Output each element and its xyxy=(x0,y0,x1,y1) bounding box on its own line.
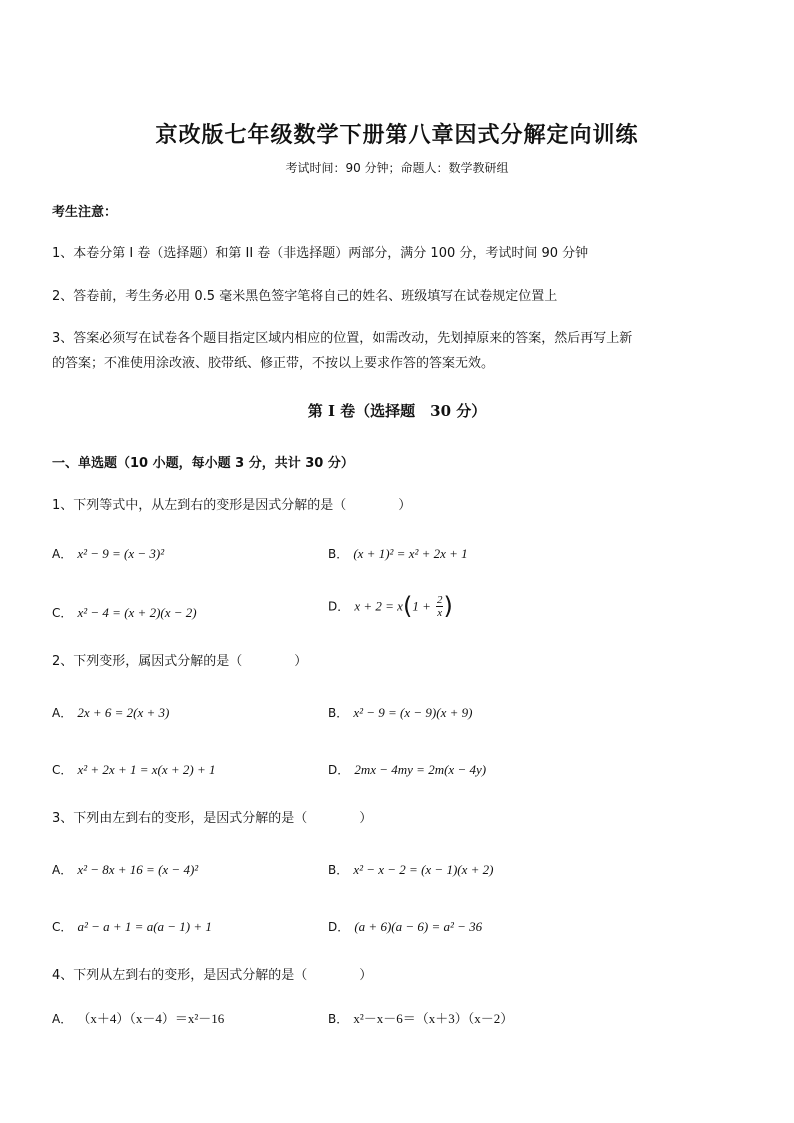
option-a[interactable] xyxy=(52,859,198,878)
question-stem: 4、下列从左到右的变形，是因式分解的是（ ） xyxy=(52,968,373,983)
option-label: D． xyxy=(328,599,350,614)
option-c[interactable] xyxy=(52,916,212,935)
option-expression: (a + 6)(a − 6) = a² − 36 xyxy=(354,919,483,934)
section-title: 第 I 卷（选择题 30 分） xyxy=(307,402,487,420)
option-expression-one: 1 + xyxy=(412,598,431,614)
option-b[interactable] xyxy=(328,702,472,721)
option-b[interactable] xyxy=(328,543,468,562)
note-item-continued: 的答案；不准使用涂改液、胶带纸、修正带，不按以上要求作答的答案无效。 xyxy=(52,356,495,371)
option-expression: (x + 1)² = x² + 2x + 1 xyxy=(353,546,468,561)
option-label: B． xyxy=(328,863,349,877)
note-item: 3、答案必须写在试卷各个题目指定区域内相应的位置，如需改动，先划掉原来的答案，然后再写上新 xyxy=(52,331,633,346)
option-label: C． xyxy=(52,920,73,934)
note-item: 2、答卷前，考生务必用 0.5 毫米黑色签字笔将自己的姓名、班级填写在试卷规定位置上 xyxy=(52,289,558,304)
left-paren: ( xyxy=(402,592,413,620)
option-expression-prefix: x + 2 = x xyxy=(354,598,403,614)
option-label: B． xyxy=(328,706,349,720)
part-heading: 一、单选题（10 小题，每小题 3 分，共计 30 分） xyxy=(52,456,354,471)
fraction-numerator: 2 xyxy=(436,593,443,606)
option-a[interactable] xyxy=(52,1008,224,1027)
option-a[interactable] xyxy=(52,702,169,721)
option-expression: 2mx − 4my = 2m(x − 4y) xyxy=(354,762,487,777)
option-label: A． xyxy=(52,706,73,720)
option-expression: x² − x − 2 = (x − 1)(x + 2) xyxy=(353,862,494,877)
option-b[interactable] xyxy=(328,1008,513,1027)
option-expression: x²－x－6＝（x＋3）（x－2） xyxy=(353,1011,514,1026)
page-title: 京改版七年级数学下册第八章因式分解定向训练 xyxy=(155,122,639,148)
option-expression: x² − 9 = (x − 3)² xyxy=(77,546,165,561)
right-paren: ) xyxy=(443,592,453,620)
option-label: A． xyxy=(52,1012,73,1026)
option-d[interactable] xyxy=(328,592,453,620)
exam-info: 考试时间：90 分钟；命题人：数学教研组 xyxy=(285,161,509,175)
option-expression: x² − 4 = (x + 2)(x − 2) xyxy=(77,605,197,620)
option-expression: a² − a + 1 = a(a − 1) + 1 xyxy=(77,919,212,934)
option-label: A． xyxy=(52,547,73,561)
option-d[interactable] xyxy=(328,759,486,778)
option-expression: x² + 2x + 1 = x(x + 2) + 1 xyxy=(77,762,216,777)
option-label: D． xyxy=(328,763,350,777)
question-stem: 3、下列由左到右的变形，是因式分解的是（ ） xyxy=(52,811,373,826)
option-expression: （x＋4）（x－4）＝x²－16 xyxy=(77,1011,225,1026)
fraction-denominator: x xyxy=(437,606,443,619)
option-b[interactable] xyxy=(328,859,493,878)
option-a[interactable] xyxy=(52,543,164,562)
option-label: A． xyxy=(52,863,73,877)
option-label: B． xyxy=(328,1012,349,1026)
option-label: C． xyxy=(52,606,73,620)
option-label: D． xyxy=(328,920,350,934)
question-stem: 2、下列变形，属因式分解的是（ ） xyxy=(52,654,308,669)
option-expression: 2x + 6 = 2(x + 3) xyxy=(77,705,170,720)
option-expression: x² − 8x + 16 = (x − 4)² xyxy=(77,862,199,877)
option-expression: x² − 9 = (x − 9)(x + 9) xyxy=(353,705,473,720)
option-c[interactable] xyxy=(52,602,197,621)
option-c[interactable] xyxy=(52,759,215,778)
question-stem: 1、下列等式中，从左到右的变形是因式分解的是（ ） xyxy=(52,498,412,513)
option-label: C． xyxy=(52,763,73,777)
note-item: 1、本卷分第 I 卷（选择题）和第 II 卷（非选择题）两部分，满分 100 分，考试时间 90 分钟 xyxy=(52,246,589,261)
option-d[interactable] xyxy=(328,916,482,935)
option-label: B． xyxy=(328,547,349,561)
notes-heading: 考生注意： xyxy=(52,205,118,220)
